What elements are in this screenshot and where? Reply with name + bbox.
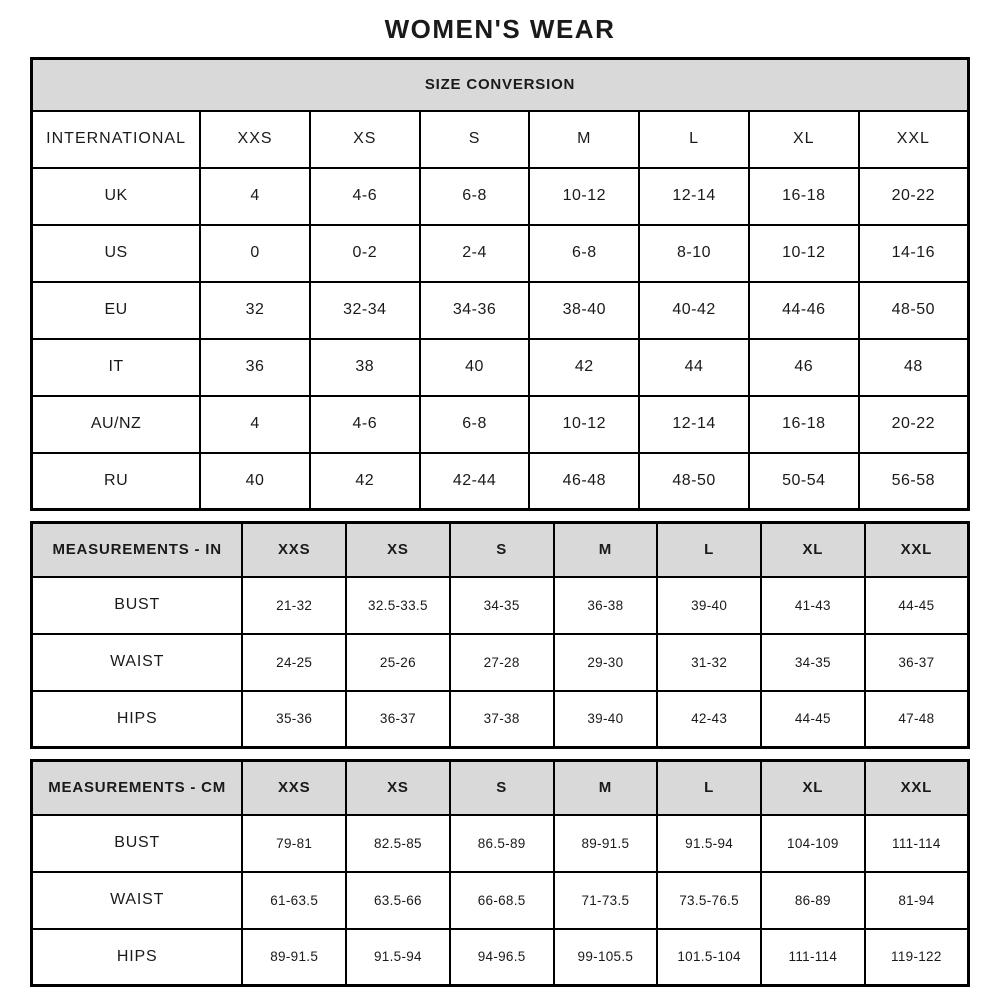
column-header-xl: XL (749, 111, 859, 168)
table-cell: 14-16 (859, 225, 969, 282)
table-cell: 39-40 (554, 691, 658, 748)
table-cell: 66-68.5 (450, 872, 554, 929)
table-cell: 79-81 (242, 815, 346, 872)
column-header-l: L (657, 761, 761, 815)
table-cell: 41-43 (761, 577, 865, 634)
table-cell: 38-40 (529, 282, 639, 339)
table-cell: 16-18 (749, 168, 859, 225)
column-header-xxl: XXL (859, 111, 969, 168)
table-cell: 16-18 (749, 396, 859, 453)
table-cell: 91.5-94 (346, 929, 450, 986)
table-cell: 56-58 (859, 453, 969, 510)
table-cell: 10-12 (749, 225, 859, 282)
column-header-xxl: XXL (865, 523, 969, 577)
row-label: BUST (32, 815, 243, 872)
table-cell: 32 (200, 282, 310, 339)
table-cell: 44-46 (749, 282, 859, 339)
table-cell: 21-32 (242, 577, 346, 634)
table-row-hips-cm (32, 929, 969, 986)
table-cell: 44-45 (761, 691, 865, 748)
measurements-in-title: MEASUREMENTS - IN (32, 523, 243, 577)
column-header-xxs: XXS (200, 111, 310, 168)
table-row-us (32, 225, 969, 282)
table-cell: 86.5-89 (450, 815, 554, 872)
row-label: BUST (32, 577, 243, 634)
table-cell: 20-22 (859, 396, 969, 453)
row-label: WAIST (32, 872, 243, 929)
table-cell: 40-42 (639, 282, 749, 339)
column-header-l: L (657, 523, 761, 577)
column-header-m: M (554, 523, 658, 577)
table-cell: 82.5-85 (346, 815, 450, 872)
table-cell: 63.5-66 (346, 872, 450, 929)
table-cell: 61-63.5 (242, 872, 346, 929)
row-label: HIPS (32, 929, 243, 986)
table-cell: 0 (200, 225, 310, 282)
row-label: AU/NZ (32, 396, 201, 453)
size-conversion-title: SIZE CONVERSION (32, 59, 969, 111)
size-conversion-table (30, 57, 970, 511)
size-conversion-header-row (32, 111, 969, 168)
table-cell: 42 (310, 453, 420, 510)
table-cell: 73.5-76.5 (657, 872, 761, 929)
table-cell: 34-36 (420, 282, 530, 339)
page-title: WOMEN'S WEAR (384, 14, 616, 44)
table-cell: 37-38 (450, 691, 554, 748)
table-cell: 0-2 (310, 225, 420, 282)
table-cell: 111-114 (865, 815, 969, 872)
table-cell: 81-94 (865, 872, 969, 929)
table-row-waist-cm (32, 872, 969, 929)
row-label: IT (32, 339, 201, 396)
table-cell: 12-14 (639, 168, 749, 225)
table-cell: 48 (859, 339, 969, 396)
table-row-eu (32, 282, 969, 339)
table-cell: 89-91.5 (554, 815, 658, 872)
table-cell: 8-10 (639, 225, 749, 282)
row-label: EU (32, 282, 201, 339)
table-cell: 20-22 (859, 168, 969, 225)
measurements-in-header-row (32, 523, 969, 577)
column-header-xs: XS (346, 523, 450, 577)
size-conversion-title-row (32, 59, 969, 111)
column-header-xxl: XXL (865, 761, 969, 815)
table-row-hips-in (32, 691, 969, 748)
measurements-cm-title: MEASUREMENTS - CM (32, 761, 243, 815)
table-cell: 10-12 (529, 396, 639, 453)
column-header-m: M (529, 111, 639, 168)
measurements-in-table (30, 521, 970, 749)
column-header-s: S (420, 111, 530, 168)
table-cell: 34-35 (450, 577, 554, 634)
table-row-uk (32, 168, 969, 225)
column-header-xl: XL (761, 523, 865, 577)
table-row-waist-in (32, 634, 969, 691)
table-cell: 12-14 (639, 396, 749, 453)
row-label: RU (32, 453, 201, 510)
table-cell: 40 (420, 339, 530, 396)
table-cell: 4-6 (310, 396, 420, 453)
table-cell: 47-48 (865, 691, 969, 748)
table-cell: 101.5-104 (657, 929, 761, 986)
column-header-xs: XS (310, 111, 420, 168)
table-cell: 48-50 (639, 453, 749, 510)
table-cell: 36-37 (865, 634, 969, 691)
table-cell: 40 (200, 453, 310, 510)
table-cell: 35-36 (242, 691, 346, 748)
table-cell: 6-8 (420, 168, 530, 225)
table-row-ru (32, 453, 969, 510)
table-cell: 46-48 (529, 453, 639, 510)
table-row-it (32, 339, 969, 396)
table-cell: 42-43 (657, 691, 761, 748)
measurements-cm-header-row (32, 761, 969, 815)
table-cell: 6-8 (420, 396, 530, 453)
table-cell: 119-122 (865, 929, 969, 986)
table-cell: 39-40 (657, 577, 761, 634)
table-cell: 27-28 (450, 634, 554, 691)
column-header-xxs: XXS (242, 761, 346, 815)
column-header-international: INTERNATIONAL (32, 111, 201, 168)
table-cell: 99-105.5 (554, 929, 658, 986)
table-cell: 36-38 (554, 577, 658, 634)
measurements-cm-table (30, 759, 970, 987)
table-cell: 6-8 (529, 225, 639, 282)
table-cell: 38 (310, 339, 420, 396)
table-cell: 91.5-94 (657, 815, 761, 872)
table-cell: 4-6 (310, 168, 420, 225)
table-cell: 71-73.5 (554, 872, 658, 929)
row-label: HIPS (32, 691, 243, 748)
table-cell: 29-30 (554, 634, 658, 691)
table-cell: 34-35 (761, 634, 865, 691)
table-cell: 50-54 (749, 453, 859, 510)
table-cell: 4 (200, 396, 310, 453)
column-header-xs: XS (346, 761, 450, 815)
table-cell: 25-26 (346, 634, 450, 691)
table-cell: 4 (200, 168, 310, 225)
table-cell: 36-37 (346, 691, 450, 748)
table-cell: 44 (639, 339, 749, 396)
row-label: UK (32, 168, 201, 225)
table-cell: 32-34 (310, 282, 420, 339)
table-cell: 10-12 (529, 168, 639, 225)
table-cell: 42 (529, 339, 639, 396)
table-cell: 46 (749, 339, 859, 396)
table-row-bust-in (32, 577, 969, 634)
column-header-s: S (450, 523, 554, 577)
table-cell: 36 (200, 339, 310, 396)
table-row-bust-cm (32, 815, 969, 872)
table-cell: 2-4 (420, 225, 530, 282)
table-cell: 24-25 (242, 634, 346, 691)
table-cell: 32.5-33.5 (346, 577, 450, 634)
column-header-m: M (554, 761, 658, 815)
column-header-l: L (639, 111, 749, 168)
table-cell: 44-45 (865, 577, 969, 634)
table-cell: 111-114 (761, 929, 865, 986)
column-header-s: S (450, 761, 554, 815)
column-header-xxs: XXS (242, 523, 346, 577)
table-cell: 31-32 (657, 634, 761, 691)
row-label: US (32, 225, 201, 282)
table-cell: 86-89 (761, 872, 865, 929)
column-header-xl: XL (761, 761, 865, 815)
table-cell: 48-50 (859, 282, 969, 339)
table-cell: 89-91.5 (242, 929, 346, 986)
table-cell: 104-109 (761, 815, 865, 872)
row-label: WAIST (32, 634, 243, 691)
table-row-aunz (32, 396, 969, 453)
table-cell: 94-96.5 (450, 929, 554, 986)
table-cell: 42-44 (420, 453, 530, 510)
